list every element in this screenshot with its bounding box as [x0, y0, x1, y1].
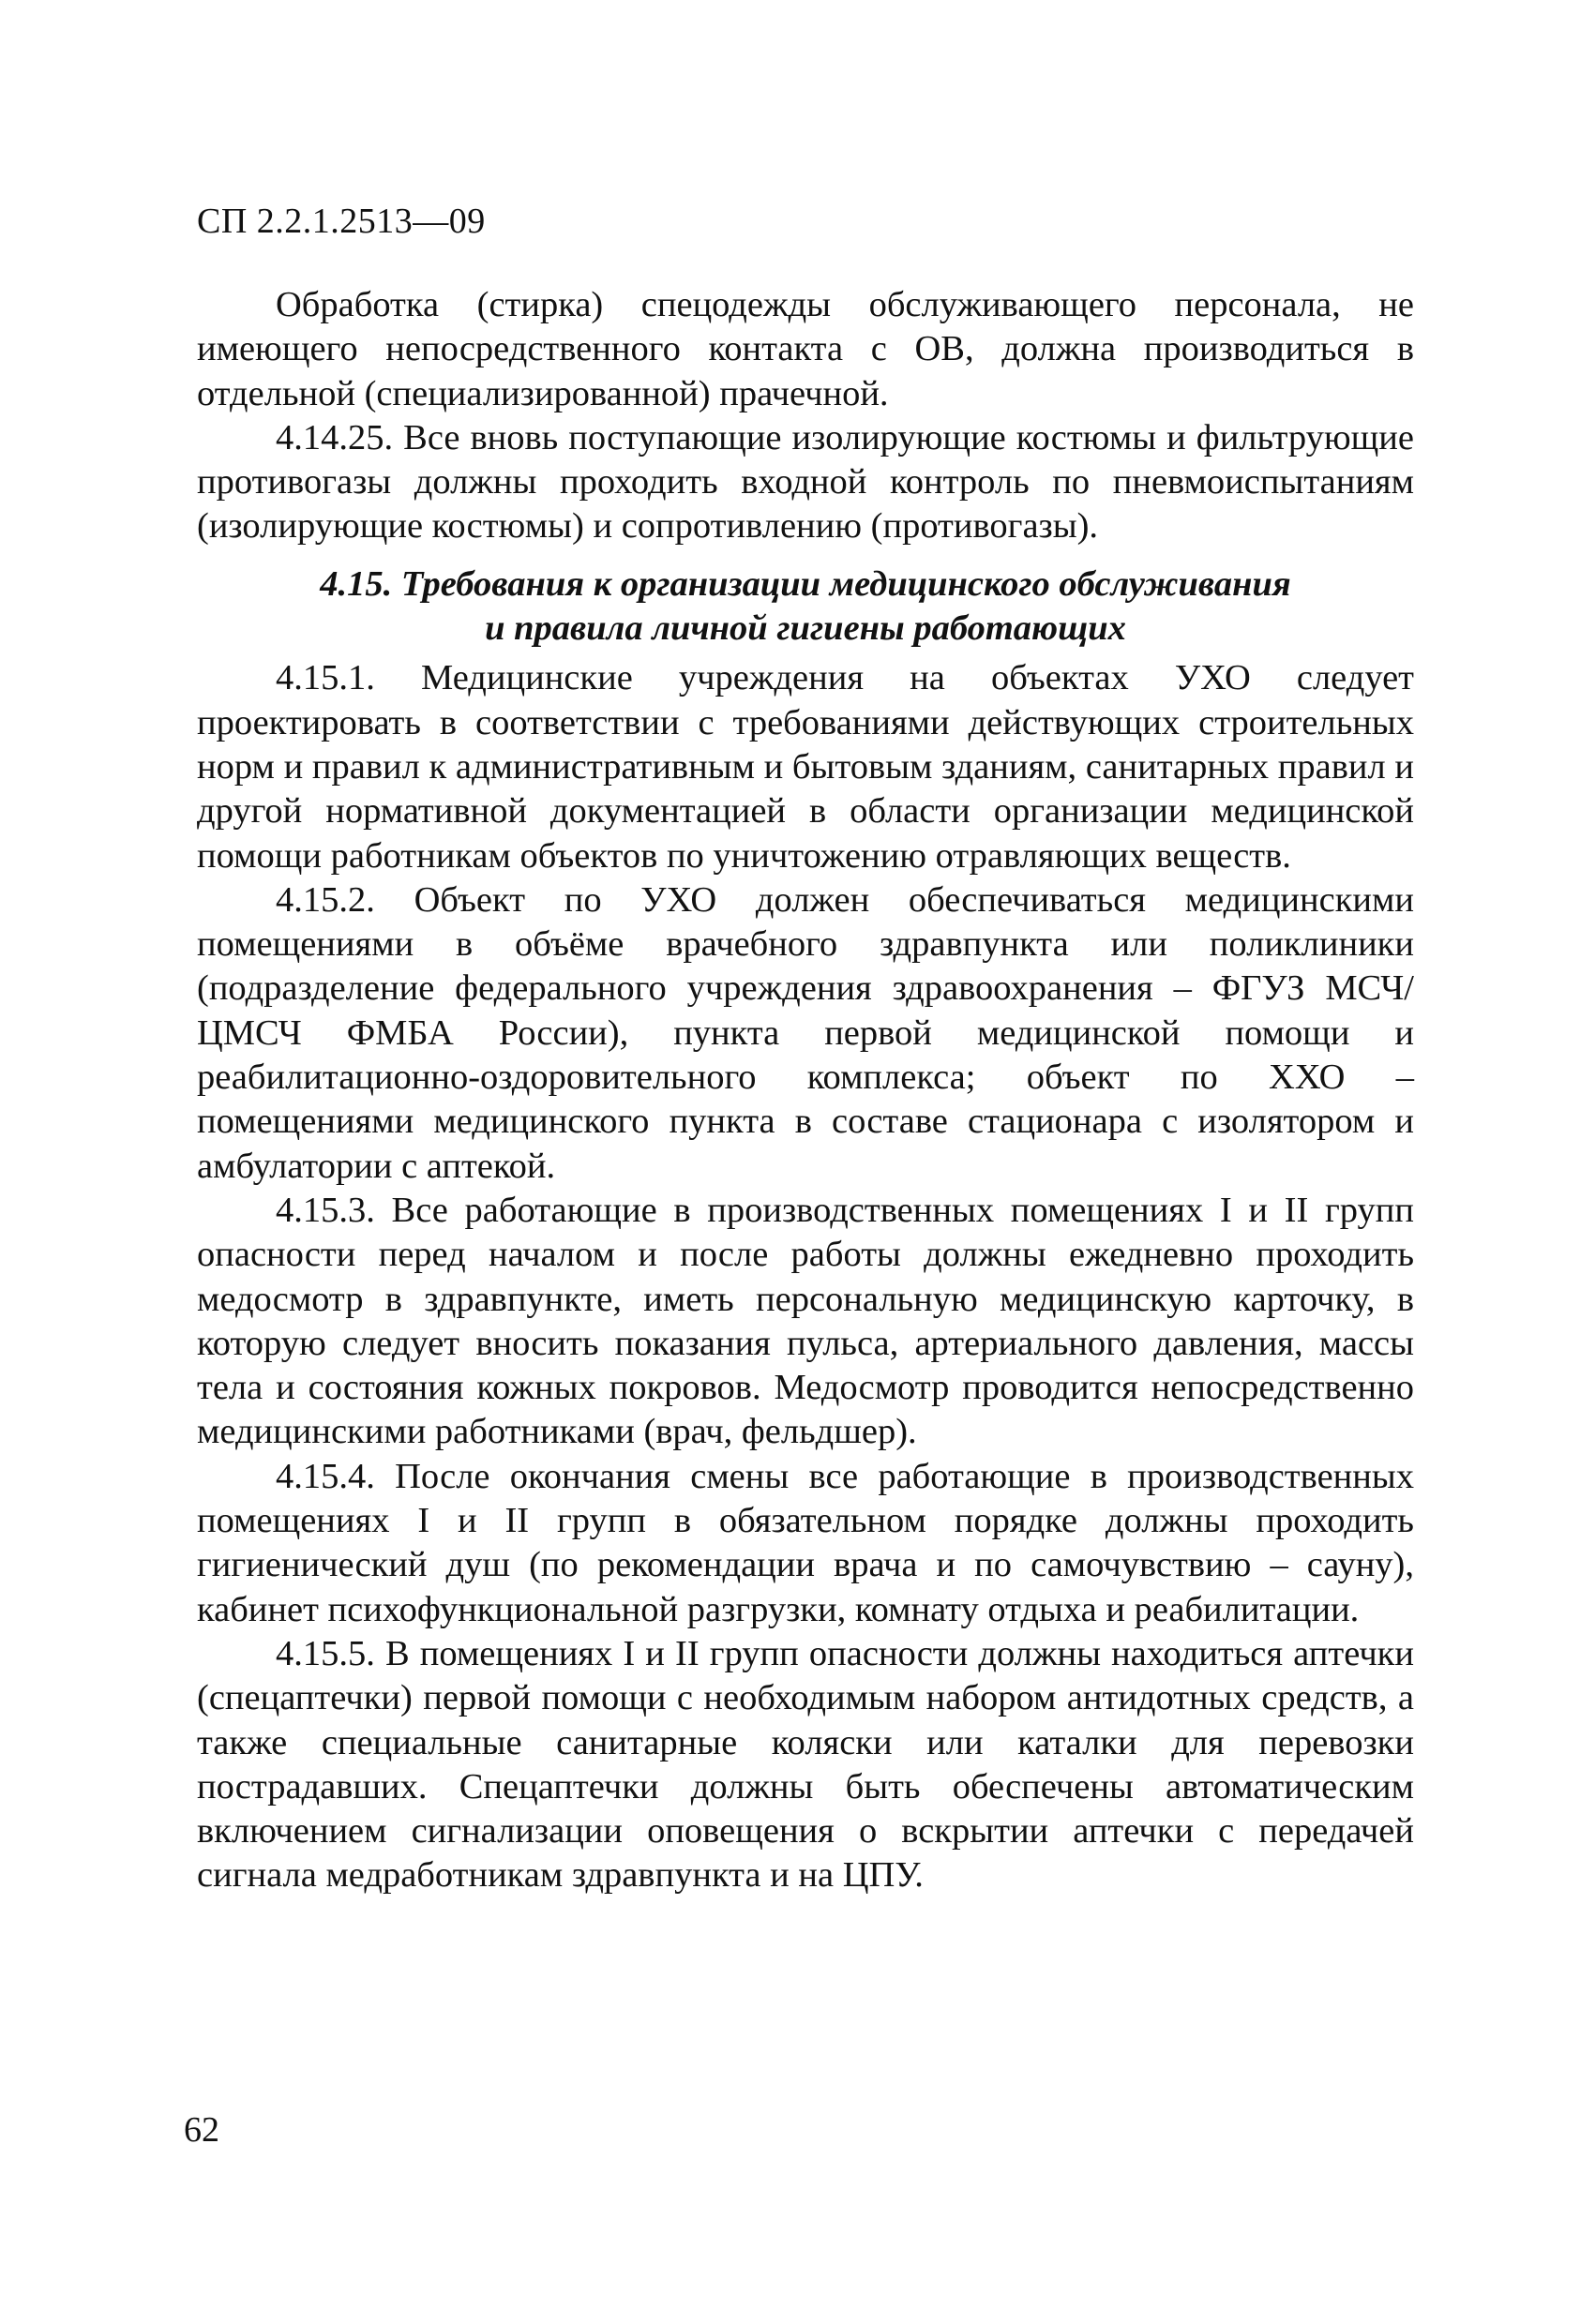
paragraph-4-15-4: 4.15.4. После окончания смены все работающие в производственных помещениях I и II групп в обязательном порядке должны проходить гигиенический душ (по рекомендации врача и по самочувствию – сауну), кабинет психофункциональной разгрузки, комнату отдыха и реабилитации. — [197, 1456, 1414, 1629]
paragraph-4-15-1: 4.15.1. Медицинские учреждения на объектах УХО следует проектировать в соответствии с требованиями действующих строительных норм и правил к административным и бытовым зданиям, санитарных правил и другой нормативной документацией в области организации медицинской помощи работникам объектов по уничтожению отравляющих веществ. — [197, 658, 1414, 876]
page-number: 62 — [184, 2110, 219, 2150]
paragraph-laundry: Обработка (стирка) спецодежды обслуживающего персонала, не имеющего непосредственного контакта с ОВ, должна производиться в отдельной (специализированной) прачечной. — [197, 285, 1414, 413]
paragraph-4-15-5: 4.15.5. В помещениях I и II групп опасности должны находиться аптечки (спецаптечки) первой помощи с необходимым набором антидотных средств, а также специальные санитарные коляски или каталки для перевозки пострадавших. Спецаптечки должны быть обеспечены автоматическим включением сигнализации оповещения о вскрытии аптечки с передачей сигнала медработникам здравпункта и на ЦПУ. — [197, 1633, 1414, 1896]
paragraph-4-15-2: 4.15.2. Объект по УХО должен обеспечиваться медицинскими помещениями в объёме врачебного здравпункта или поликлиники (подразделение федерального учреждения здравоохранения – ФГУЗ МСЧ/ЦМСЧ ФМБА России), пункта первой медицинской помощи и реабилитационно-оздоровительного комплекса; объект по ХХО – помещениями медицинского пункта в составе стационара с изолятором и амбулатории с аптекой. — [197, 879, 1414, 1186]
body-text — [197, 283, 1414, 1898]
section-heading — [197, 562, 1414, 652]
section-title-line-1: 4.15. Требования к организации медицинского обслуживания — [320, 563, 1291, 604]
document-code: СП 2.2.1.2513—09 — [197, 202, 486, 241]
paragraph-4-14-25: 4.14.25. Все вновь поступающие изолирующие костюмы и фильтрующие противогазы должны проходить входной контроль по пневмоиспытаниям (изолирующие костюмы) и сопротивлению (противогазы). — [197, 417, 1414, 547]
paragraph-4-15-3: 4.15.3. Все работающие в производственных помещениях I и II групп опасности перед началом и после работы должны ежедневно проходить медосмотр в здравпункте, иметь персональную медицинскую карточку, в которую следует вносить показания пульса, артериального давления, массы тела и состояния кожных покровов. Медосмотр проводится непосредственно медицинскими работниками (врач, фельдшер). — [197, 1190, 1414, 1452]
section-title-line-2: и правила личной гигиены работающих — [485, 608, 1126, 649]
